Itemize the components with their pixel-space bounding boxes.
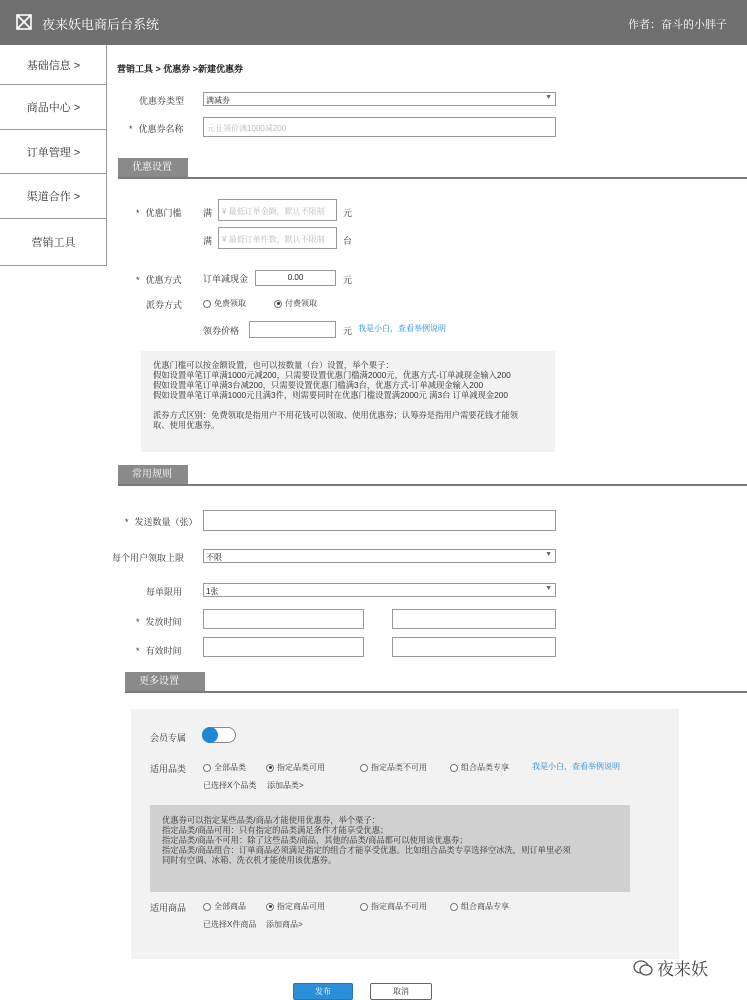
discount-note-line: 派券方式区别：免费领取是指用户不用花钱可以领取、使用优惠券；认筹券是指用户需要花钱才能领 [153, 410, 519, 420]
discount-note-line: 假如设置单笔订单满1000元减200，只需要设置优惠门槛满2000元，优惠方式-订单减现金输入200 [153, 370, 511, 380]
issue-time-end-input[interactable] [392, 609, 556, 629]
section-divider [125, 691, 747, 693]
section-common-rules: 常用规则 [118, 465, 188, 484]
per-order-limit-select[interactable]: 1张 ▼ [203, 583, 556, 597]
per-user-limit-label: 每个用户领取上限 [112, 553, 185, 563]
discount-note-line: 假如设置单笔订单满1000元且满3件，则需要同时在优惠门槛设置满2000元 满3台 订单减现金200 [153, 390, 508, 400]
app-logo-icon [16, 14, 32, 30]
radio-dot [203, 903, 211, 911]
section-divider [118, 484, 747, 486]
send-quantity-label: * 发送数量（张） [125, 515, 198, 528]
threshold-prefix-amount: 满 [203, 208, 213, 218]
coupon-type-label: 优惠券类型 [139, 96, 185, 106]
category-note-line: 指定品类/商品组合：订单商品必须满足指定的组合才能享受优惠。比如组合品类专享选择空冰洗，则订单里必须 [162, 845, 571, 855]
valid-time-start-input[interactable] [203, 637, 364, 657]
publish-button[interactable]: 发布 [293, 983, 353, 1000]
chevron-down-icon: ▼ [545, 585, 552, 592]
section-more-settings: 更多设置 [125, 672, 205, 691]
radio-dot [450, 903, 458, 911]
section-discount-settings: 优惠设置 [118, 158, 188, 177]
selected-category-count: 已选择X个品类 [203, 781, 257, 790]
threshold-unit-tai: 台 [343, 236, 353, 246]
sidebar [0, 45, 107, 266]
radio-dot [203, 764, 211, 772]
discount-note-line: 优惠门槛可以按金额设置，也可以按数量（台）设置，举个栗子： [153, 360, 394, 370]
coupon-type-select[interactable]: 满减券 ▼ [203, 92, 556, 106]
cancel-button[interactable]: 取消 [370, 983, 432, 1000]
add-product-link[interactable]: 添加商品> [266, 920, 303, 929]
per-order-limit-label: 每单限用 [146, 587, 183, 597]
send-quantity-input[interactable] [203, 510, 556, 531]
radio-all-categories[interactable]: 全部品类 [203, 762, 246, 773]
category-note-line: 指定品类/商品可用：只有指定的品类满足条件才能享受优惠； [162, 825, 389, 835]
example-help-link[interactable]: 我是小白，查看举例说明 [358, 324, 446, 333]
threshold-label: * 优惠门槛 [136, 206, 182, 219]
sidebar-item-product-center[interactable]: 商品中心 > [0, 85, 107, 130]
author-label: 作者：奋斗的小胖子 [628, 19, 727, 31]
app-title: 夜来妖电商后台系统 [42, 17, 160, 32]
breadcrumb: 营销工具 > 优惠券 >新建优惠券 [117, 64, 244, 74]
discount-note-line: 假如设置单笔订单满3台减200，只需要设置优惠门槛满3台，优惠方式-订单减现金输入200 [153, 380, 484, 390]
threshold-prefix-count: 满 [203, 236, 213, 246]
section-divider [118, 177, 747, 179]
radio-paid-claim[interactable]: 付费领取 [274, 298, 317, 309]
category-note-line: 优惠券可以指定某些品类/商品才能使用优惠券，举个栗子： [162, 815, 381, 825]
add-category-link[interactable]: 添加品类> [267, 781, 304, 790]
issue-time-label: * 发放时间 [136, 615, 182, 628]
claim-price-label: 领券价格 [203, 326, 240, 336]
radio-dot [360, 903, 368, 911]
threshold-amount-input[interactable]: ¥ 最低订单金额，默认不限制 [218, 199, 337, 221]
threshold-unit-yuan: 元 [343, 208, 353, 218]
dispatch-method-label: 派券方式 [146, 300, 183, 310]
category-help-link[interactable]: 我是小白，查看举例说明 [532, 762, 620, 771]
member-only-label: 会员专属 [150, 733, 187, 743]
radio-product-excluded[interactable]: 指定商品不可用 [360, 901, 427, 912]
discount-unit: 元 [343, 275, 353, 285]
radio-dot-paid [274, 300, 282, 308]
radio-free-claim[interactable]: 免费领取 [203, 298, 246, 309]
threshold-count-input[interactable]: ¥ 最低订单件数，默认不限制 [218, 227, 337, 249]
radio-dot [266, 903, 274, 911]
radio-category-allowed[interactable]: 指定品类可用 [266, 762, 325, 773]
chevron-down-icon: ▼ [545, 94, 552, 101]
top-bar [0, 0, 747, 45]
radio-category-excluded[interactable]: 指定品类不可用 [360, 762, 427, 773]
sidebar-item-channel-cooperation[interactable]: 渠道合作 > [0, 174, 107, 219]
per-user-limit-select[interactable]: 不限 ▼ [203, 549, 556, 563]
toggle-knob [202, 727, 218, 743]
radio-category-combo[interactable]: 组合品类专享 [450, 762, 509, 773]
selected-product-count: 已选择X件商品 [203, 920, 257, 929]
valid-time-label: * 有效时间 [136, 644, 182, 657]
chat-bubble-icon [633, 959, 653, 977]
category-note-line: 指定品类/商品不可用：除了这些品类/商品，其他的品类/商品都可以使用该优惠券； [162, 835, 468, 845]
sidebar-item-marketing-tools[interactable]: 营销工具 [31, 237, 76, 249]
sidebar-item-order-management[interactable]: 订单管理 > [0, 130, 107, 174]
radio-dot [266, 764, 274, 772]
discount-method-type: 订单减现金 [203, 274, 249, 284]
watermark: 夜来妖 [633, 955, 708, 980]
coupon-name-label: * 优惠券名称 [129, 122, 184, 135]
category-note-line: 同时有空调、冰箱、洗衣机才能使用该优惠券。 [162, 855, 337, 865]
claim-price-input[interactable] [249, 321, 336, 338]
issue-time-start-input[interactable] [203, 609, 364, 629]
discount-amount-input[interactable]: 0.00 [255, 270, 336, 286]
radio-all-products[interactable]: 全部商品 [203, 901, 246, 912]
radio-product-allowed[interactable]: 指定商品可用 [266, 901, 325, 912]
discount-method-label: * 优惠方式 [136, 273, 182, 286]
claim-price-unit: 元 [343, 326, 353, 336]
radio-product-combo[interactable]: 组合商品专享 [450, 901, 509, 912]
product-label: 适用商品 [150, 903, 187, 913]
radio-dot-free [203, 300, 211, 308]
coupon-name-input[interactable]: 元且领价满1000减200 [203, 117, 556, 137]
radio-dot [450, 764, 458, 772]
radio-dot [360, 764, 368, 772]
sidebar-item-basic-info[interactable]: 基础信息 > [0, 45, 107, 85]
chevron-down-icon: ▼ [545, 551, 552, 558]
category-label: 适用品类 [150, 764, 187, 774]
discount-note-line: 取、使用优惠券。 [153, 420, 220, 430]
valid-time-end-input[interactable] [392, 637, 556, 657]
member-only-toggle[interactable] [202, 727, 236, 743]
